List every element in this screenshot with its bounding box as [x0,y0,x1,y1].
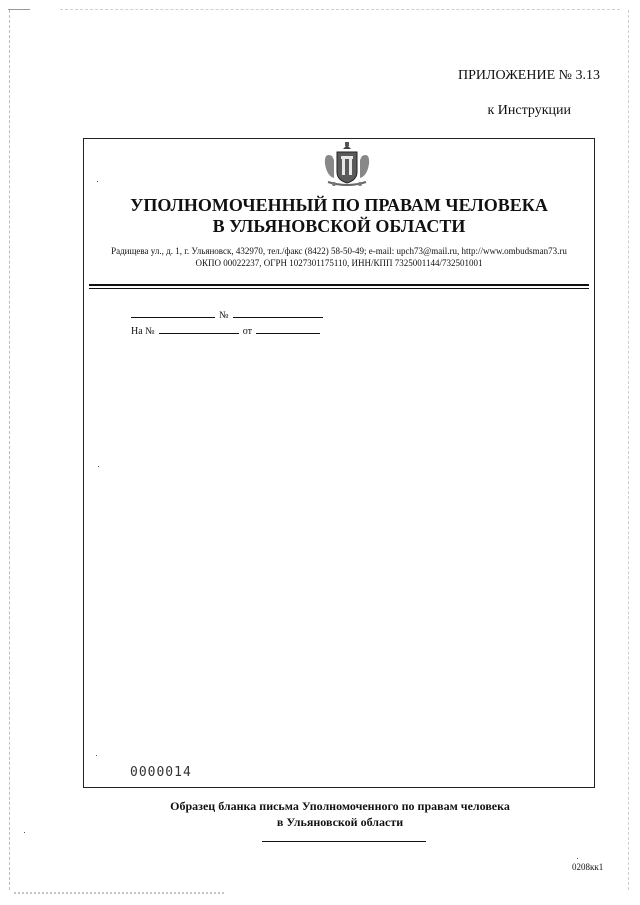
header-rule-thin [89,288,589,289]
caption-underline [262,841,426,842]
scan-edge-left [9,10,10,890]
organization-title-line1: УПОЛНОМОЧЕННЫЙ ПО ПРАВАМ ЧЕЛОВЕКА [130,195,548,215]
scan-speck [96,755,97,756]
from-label: от [242,326,252,337]
outgoing-number-field[interactable] [233,307,323,318]
reply-number-field[interactable] [159,323,239,334]
scan-edge-right [628,10,629,890]
contact-address: Радищева ул., д. 1, г. Ульяновск, 432970, тел./факс (8422) 58-50-49; e-mail: upch73@mail.ru, http://www.ombudsman73.ru [111,246,567,256]
page-code: 0208кк1 [572,862,604,872]
contact-block [83,245,595,269]
scan-edge-top-dashed [60,9,620,10]
scan-speck [24,832,25,833]
contact-registry-codes: ОКПО 00022237, ОГРН 1027301175110, ИНН/КПП 7325001144/732501001 [195,258,483,268]
date-blank-field[interactable] [131,307,215,318]
blank-serial-number: 0000014 [130,765,192,780]
appendix-title: ПРИЛОЖЕНИЕ № 3.13 [458,68,600,83]
scan-speck [577,858,578,859]
coat-of-arms-icon [322,142,372,188]
scan-speck [98,466,99,467]
scan-speck [97,181,98,182]
reply-prefix-label: На № [131,326,155,337]
appendix-subtitle: к Инструкции [487,103,571,118]
reply-registration-line [131,323,320,337]
number-sign: № [219,310,229,321]
reply-date-field[interactable] [256,323,320,334]
sample-caption-line2: в Ульяновской области [276,815,404,829]
sample-caption-line1: Образец бланка письма Уполномоченного по правам человека [170,799,510,813]
scan-edge-bottom [14,892,224,894]
organization-title [83,195,595,237]
sample-caption [80,798,600,830]
header-rule-thick [89,284,589,286]
organization-title-line2: В УЛЬЯНОВСКОЙ ОБЛАСТИ [212,216,466,236]
scan-edge-top [8,9,30,10]
outgoing-registration-line [131,307,323,321]
